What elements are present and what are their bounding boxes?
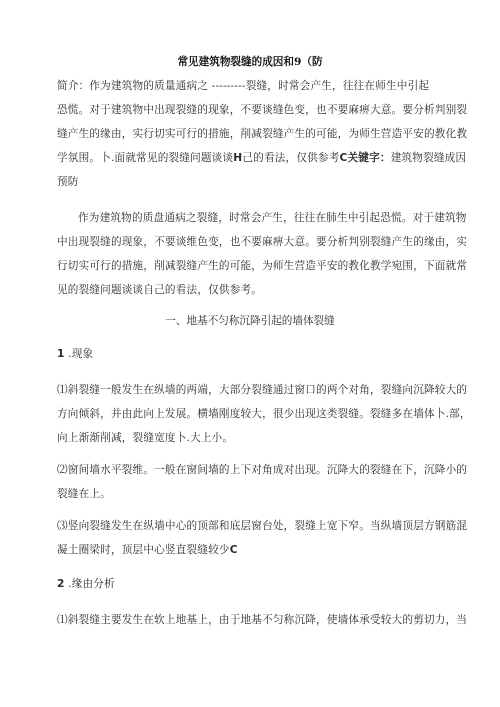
intro-line-3: 缝产生的缘由，实行切实可行的措施，削减裂缝产生的可能，为师生营造平安的教化教 bbox=[57, 128, 468, 140]
intro-line-4-h: H bbox=[233, 152, 243, 164]
paragraph-line-3: 行切实可行的措施，削减裂缝产生的可能，为师生营造平安的教化教学宛围，下面就常 bbox=[57, 260, 468, 272]
item-3-line-1: ⑶竖向裂缝发生在纵墙中心的顶部和底层窗台处，裂缝上宽下窄。当纵墙顶层方钢筋混 bbox=[57, 520, 468, 532]
item-3-line-2 bbox=[57, 543, 238, 557]
item-2-line-2: 裂缝在上。 bbox=[57, 488, 111, 500]
subheading-2 bbox=[57, 577, 115, 591]
item-3-line-2-c: C bbox=[229, 544, 238, 556]
paragraph-line-1: 作为建筑物的质盘通病之裂缝，时常会产生，往往在肺生中引起恐慌。对于建筑物 bbox=[78, 212, 467, 224]
item-3-line-2-start: 凝土圈梁时，顶层中心竖直裂缝较少 bbox=[57, 544, 230, 556]
intro-line-4-end: 建筑物裂缝成因 bbox=[390, 152, 467, 164]
item-1-line-1: ⑴斜裂缝一般发生在纵墙的两端，大部分裂缝通过窗口的两个对角，裂缝向沉降较大的 bbox=[57, 384, 468, 396]
section-heading-1: 一、地基不匀称沉降引起的墙体裂缝 bbox=[165, 315, 335, 327]
intro-line-1: 简介：作为建筑物的质量通病之 ---------裂缝，时常会产生，往往在师生中引起 bbox=[57, 80, 430, 92]
subheading-1-label: .现象 bbox=[64, 348, 94, 360]
intro-line-5: 预防 bbox=[57, 176, 79, 188]
item-1-line-2: 方向倾斜，并由此向上发展。横墙刚度较大，很少出现这类裂缝。裂缝多在墙体卜.部， bbox=[57, 408, 471, 420]
intro-line-4 bbox=[57, 151, 466, 165]
item-4-line-1: ⑴斜裂缝主要发生在软上地基上，由于地基不匀称沉降，使墙体承受较大的剪切力，当 bbox=[57, 614, 468, 626]
intro-line-4-start: 学氛围。卜.面就常见的裂缝问题谈谈 bbox=[57, 152, 234, 164]
item-2-line-1: ⑵窗间墙水平裂维。一般在窗间墙的上下对角成对出现。沉降大的裂缝在下，沉降小的 bbox=[57, 464, 468, 476]
intro-line-4-mid: 己的看法，仅供参考 bbox=[242, 152, 340, 164]
subheading-1 bbox=[57, 347, 93, 361]
item-1-line-3: 向上渐渐削减，裂缝宽度卜.大上小。 bbox=[57, 432, 234, 444]
subheading-1-number: 1 bbox=[57, 348, 65, 360]
subheading-2-label: .缘由分析 bbox=[64, 578, 115, 590]
document-title: 常见建筑物裂缝的成因和9（防 bbox=[177, 56, 323, 68]
keyword-label: 关键字： bbox=[347, 152, 391, 164]
intro-line-2: 恐慌。对于建筑物中出现裂缝的现象，不要谈缝色变，也不要麻痹大意。要分析判别裂 bbox=[57, 104, 468, 116]
paragraph-line-2: 中出现裂缝的现象，不要谈维色变，也不要麻痹大意。要分析判别裂缝产生的缘由，实 bbox=[57, 236, 468, 248]
intro-line-4-c: C bbox=[339, 152, 348, 164]
paragraph-line-4: 见的裂缝问题谈谈自己的看法，仅供参考。 bbox=[57, 284, 263, 296]
subheading-2-number: 2 bbox=[57, 578, 65, 590]
